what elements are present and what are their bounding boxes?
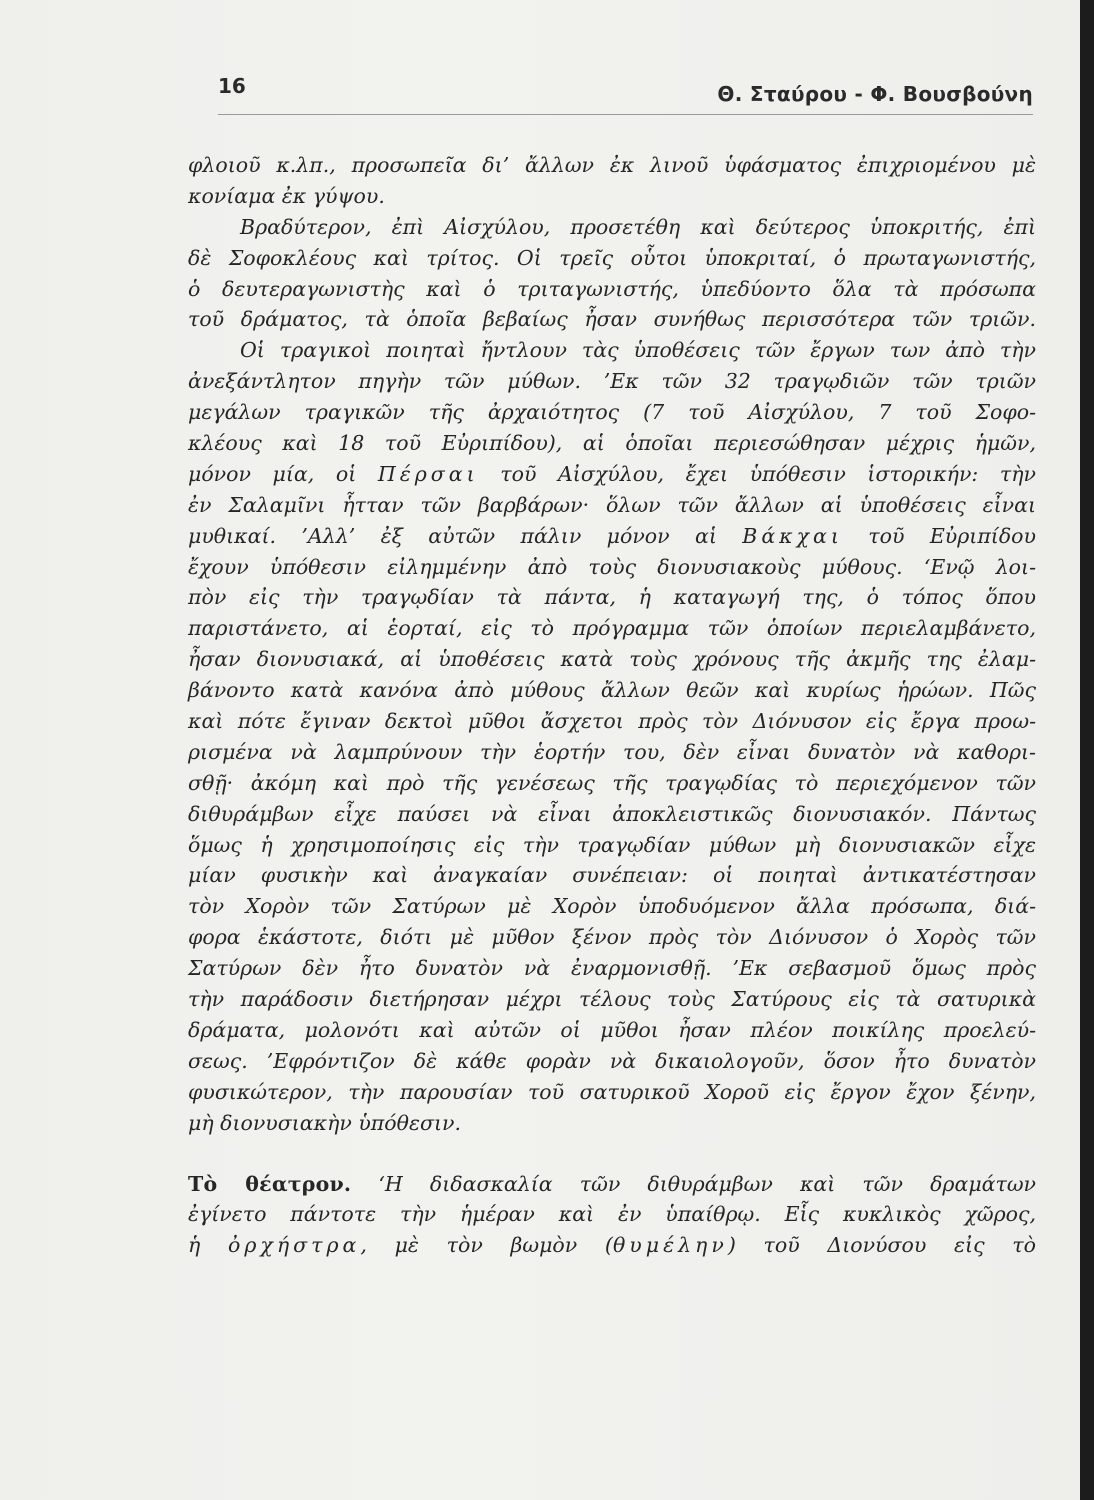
text-line: ἔχουν ὑπόθεσιν εἰλημμένην ἀπὸ τοὺς διονυσιακοὺς μύθους. ‘Ενῷ λοι- (188, 554, 1036, 579)
text-line: τὸν Χορὸν τῶν Σατύρων μὲ Χορὸν ὑποδυόμενον ἄλλα πρόσωπα, διά- (188, 894, 1036, 919)
text-line: παριστάνετο, αἱ ἑορταί, εἰς τὸ πρόγραμμα τῶν ὁποίων περιελαμβάνετο, (188, 616, 1036, 641)
text-line: φορα ἑκάστοτε, διότι μὲ μῦθον ξένον πρὸς τὸν Διόνυσον ὁ Χορὸς τῶν (188, 925, 1036, 950)
text-line: Οἱ τραγικοὶ ποιηταὶ ἤντλουν τὰς ὑποθέσεις τῶν ἔργων των ἀπὸ τὴν (240, 338, 1036, 363)
scan-edge (1080, 0, 1094, 1500)
work-title: Πέρσαι (377, 461, 479, 486)
page-header (218, 74, 1033, 115)
text-line: δὲ Σοφοκλέους καὶ τρίτος. Οἱ τρεῖς οὗτοι ὑποκριταί, ὁ πρωταγωνιστής, (188, 245, 1036, 270)
text-line: μίαν φυσικὴν καὶ ἀναγκαίαν συνέπειαν: οἱ ποιηταὶ ἀντικατέστησαν (188, 863, 1036, 888)
text-run: ἡ (188, 1233, 229, 1258)
work-title: Βάκχαι (742, 523, 843, 548)
text-line: ἦσαν διονυσιακά, αἱ ὑποθέσεις κατὰ τοὺς χρόνους τῆς ἀκμῆς της ἐλαμ- (188, 647, 1036, 672)
text-line: μεγάλων τραγικῶν τῆς ἀρχαιότητος (7 τοῦ Αἰσχύλου, 7 τοῦ Σοφο- (188, 400, 1036, 425)
text-line: κλέους καὶ 18 τοῦ Εὐριπίδου), αἱ ὁποῖαι περιεσώθησαν μέχρις ἡμῶν, (188, 431, 1036, 456)
text-line: ὁ δευτεραγωνιστὴς καὶ ὁ τριταγωνιστής, ὑπεδύοντο ὅλα τὰ πρόσωπα (188, 276, 1036, 301)
text-line: πὸν εἰς τὴν τραγῳδίαν τὰ πάντα, ἡ καταγωγή της, ὁ τόπος ὅπου (188, 585, 1036, 610)
text-line: τὴν παράδοσιν διετήρησαν μέχρι τέλους τοὺς Σατύρους εἰς τὰ σατυρικὰ (188, 987, 1036, 1012)
text-run: ‘Η διδασκαλία τῶν διθυράμβων καὶ τῶν δραμάτων (351, 1171, 1037, 1196)
text-line: φυσικώτερον, τὴν παρουσίαν τοῦ σατυρικοῦ Χοροῦ εἰς ἔργον ἔχον ξένην, (188, 1079, 1036, 1104)
section-gap (188, 1139, 1036, 1169)
text-line (188, 1230, 1036, 1261)
text-line: Σατύρων δὲν ἦτο δυνατὸν νὰ ἐναρμονισθῇ. ’Εκ σεβασμοῦ ὅμως πρὸς (188, 956, 1036, 981)
text-line: ἀνεξάντλητον πηγὴν τῶν μύθων. ’Εκ τῶν 32 τραγῳδιῶν τῶν τριῶν (188, 369, 1036, 394)
text-line: τοῦ δράματος, τὰ ὁποῖα βεβαίως ἦσαν συνήθως περισσότερα τῶν τριῶν. (188, 307, 1036, 332)
text-line: κονίαμα ἐκ γύψου. (188, 183, 385, 208)
text-run: μυθικαί. ’Αλλ’ ἐξ αὐτῶν πάλιν μόνον αἱ (188, 523, 743, 548)
running-head: Θ. Σταύρου - Φ. Βουσβούνη (717, 82, 1033, 106)
text-line: δράματα, μολονότι καὶ αὐτῶν οἱ μῦθοι ἦσαν πλέον ποικίλης προελεύ- (188, 1017, 1036, 1042)
text-run: ) τοῦ Διονύσου εἰς τὸ (727, 1233, 1036, 1258)
text-line: ὅμως ἡ χρησιμοποίησις εἰς τὴν τραγῳδίαν μύθων μὴ διονυσιακῶν εἶχε (188, 832, 1036, 857)
text-line (188, 459, 1036, 490)
text-run: , μὲ τὸν βωμὸν ( (360, 1233, 613, 1258)
text-line: καὶ πότε ἔγιναν δεκτοὶ μῦθοι ἄσχετοι πρὸς τὸν Διόνυσον εἰς ἔργα προω- (188, 709, 1036, 734)
text-run: μόνον μία, οἱ (188, 461, 378, 486)
text-line: βάνοντο κατὰ κανόνα ἀπὸ μύθους ἄλλων θεῶν καὶ κυρίως ἡρώων. Πῶς (188, 678, 1036, 703)
text-line: φλοιοῦ κ.λπ., προσωπεῖα δι’ ἄλλων ἐκ λινοῦ ὑφάσματος ἐπιχριομένου μὲ (188, 153, 1036, 177)
page-number: 16 (218, 74, 246, 98)
body-text (188, 150, 1036, 1261)
text-line: διθυράμβων εἶχε παύσει νὰ εἶναι ἀποκλειστικῶς διονυσιακόν. Πάντως (188, 801, 1036, 826)
spaced-term: θυμέλην (612, 1233, 728, 1258)
text-run: τοῦ Εὐριπίδου (842, 523, 1036, 548)
spaced-term: ὀρχήστρα (228, 1233, 361, 1258)
text-line: ἐγίνετο πάντοτε τὴν ἡμέραν καὶ ἐν ὑπαίθρῳ. Εἷς κυκλικὸς χῶρος, (188, 1202, 1036, 1227)
text-line (188, 1169, 1036, 1200)
text-line: σθῇ· ἀκόμη καὶ πρὸ τῆς γενέσεως τῆς τραγῳδίας τὸ περιεχόμενον τῶν (188, 770, 1036, 795)
text-run: τοῦ Αἰσχύλου, ἔχει ὑπόθεσιν ἱστορικήν: τὴν (478, 461, 1036, 486)
text-line: ρισμένα νὰ λαμπρύνουν τὴν ἑορτήν του, δὲν εἶναι δυνατὸν νὰ καθορι- (188, 739, 1036, 764)
text-line: σεως. ’Εφρόντιζον δὲ κάθε φορὰν νὰ δικαιολογοῦν, ὅσον ἦτο δυνατὸν (188, 1048, 1036, 1073)
text-line: Βραδύτερον, ἐπὶ Αἰσχύλου, προσετέθη καὶ δεύτερος ὑποκριτής, ἐπὶ (240, 214, 1036, 239)
text-line: μὴ διονυσιακὴν ὑπόθεσιν. (188, 1110, 461, 1135)
text-line: ἐν Σαλαμῖνι ἧτταν τῶν βαρβάρων· ὅλων τῶν ἄλλων αἱ ὑποθέσεις εἶναι (188, 492, 1036, 517)
text-line (188, 521, 1036, 552)
section-heading: Τὸ θέατρον. (188, 1171, 352, 1196)
